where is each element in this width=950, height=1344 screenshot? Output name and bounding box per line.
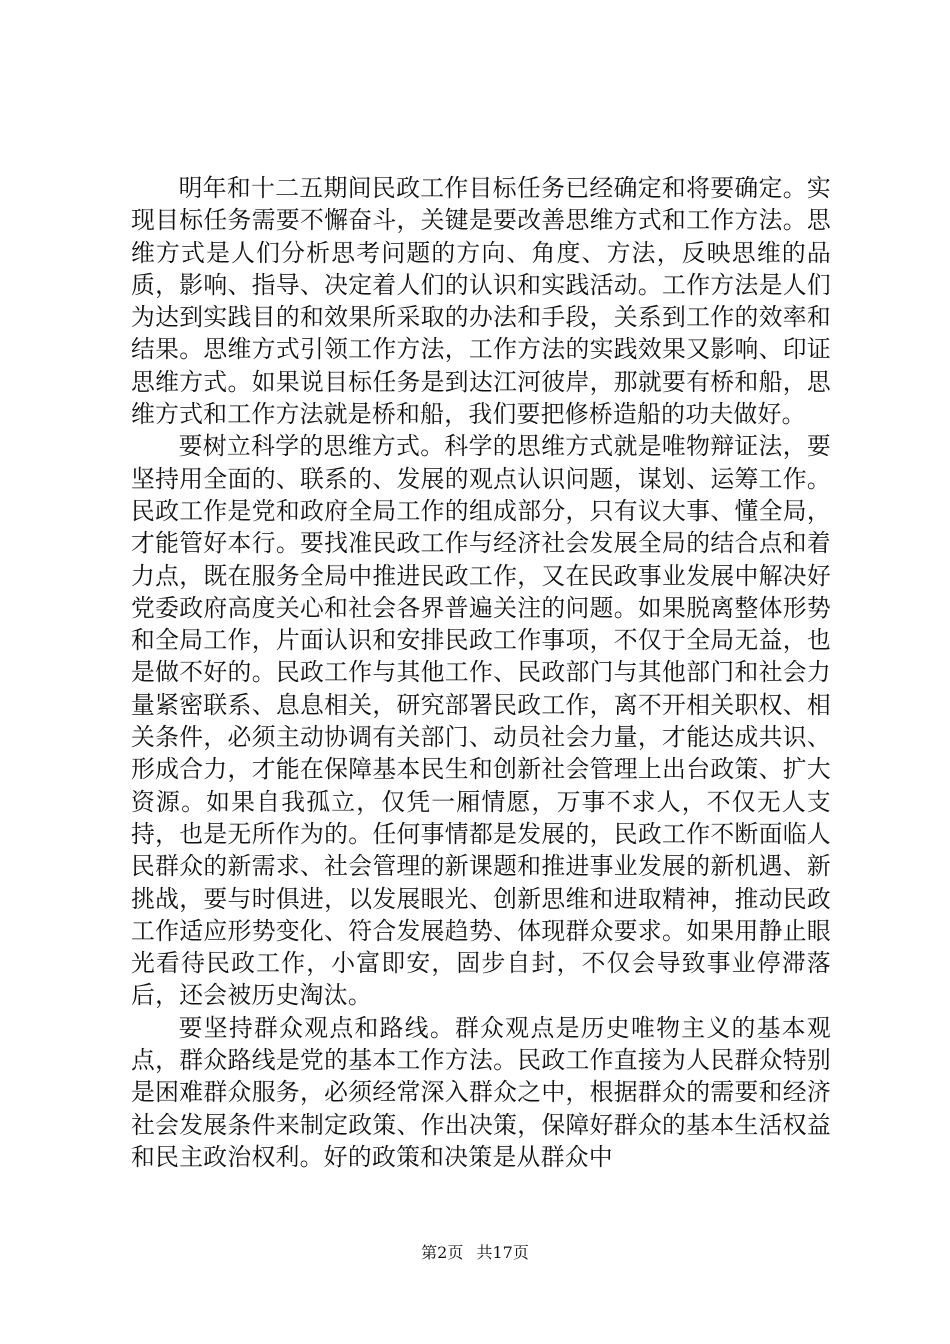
page-footer: [0, 1243, 950, 1263]
paragraph-1: 明年和十二五期间民政工作目标任务已经确定和将要确定。实现目标任务需要不懈奋斗，关键是要改善思维方式和工作方法。思维方式是人们分析思考问题的方向、角度、方法，反映思维的品质，影响、指导、决定着人们的认识和实践活动。工作方法是人们为达到实践目的和效果所采取的办法和手段，关系到工作的效率和结果。思维方式引领工作方法，工作方法的实践效果又影响、印证思维方式。如果说目标任务是到达江河彼岸，那就要有桥和船，思维方式和工作方法就是桥和船，我们要把修桥造船的功夫做好。: [131, 174, 831, 429]
document-body: [131, 172, 831, 1173]
paragraph-2: 要树立科学的思维方式。科学的思维方式就是唯物辩证法，要坚持用全面的、联系的、发展的观点认识问题，谋划、运筹工作。民政工作是党和政府全局工作的组成部分，只有议大事、懂全局，才能管好本行。要找准民政工作与经济社会发展全局的结合点和着力点，既在服务全局中推进民政工作，又在民政事业发展中解决好党委政府高度关心和社会各界普遍关注的问题。如果脱离整体形势和全局工作，片面认识和安排民政工作事项，不仅于全局无益，也是做不好的。民政工作与其他工作、民政部门与其他部门和社会力量紧密联系、息息相关，研究部署民政工作，离不开相关职权、相关条件，必须主动协调有关部门、动员社会力量，才能达成共识、形成合力，才能在保障基本民生和创新社会管理上出台政策、扩大资源。如果自我孤立，仅凭一厢情愿，万事不求人，不仅无人支持，也是无所作为的。任何事情都是发展的，民政工作不断面临人民群众的新需求、社会管理的新课题和推进事业发展的新机遇、新挑战，要与时俱进，以发展眼光、创新思维和进取精神，推动民政工作适应形势变化、符合发展趋势、体现群众要求。如果用静止眼光看待民政工作，小富即安，固步自封，不仅会导致事业停滞落后，还会被历史淘汰。: [131, 432, 831, 1010]
total-page-count: 共17页: [476, 1243, 529, 1262]
paragraph-3: 要坚持群众观点和路线。群众观点是历史唯物主义的基本观点，群众路线是党的基本工作方法。民政工作直接为人民群众特别是困难群众服务，必须经常深入群众之中，根据群众的需要和经济社会发展条件来制定政策、作出决策，保障好群众的基本生活权益和民主政治权利。好的政策和决策是从群众中: [131, 1013, 831, 1171]
current-page-number: 第2页: [421, 1243, 464, 1262]
